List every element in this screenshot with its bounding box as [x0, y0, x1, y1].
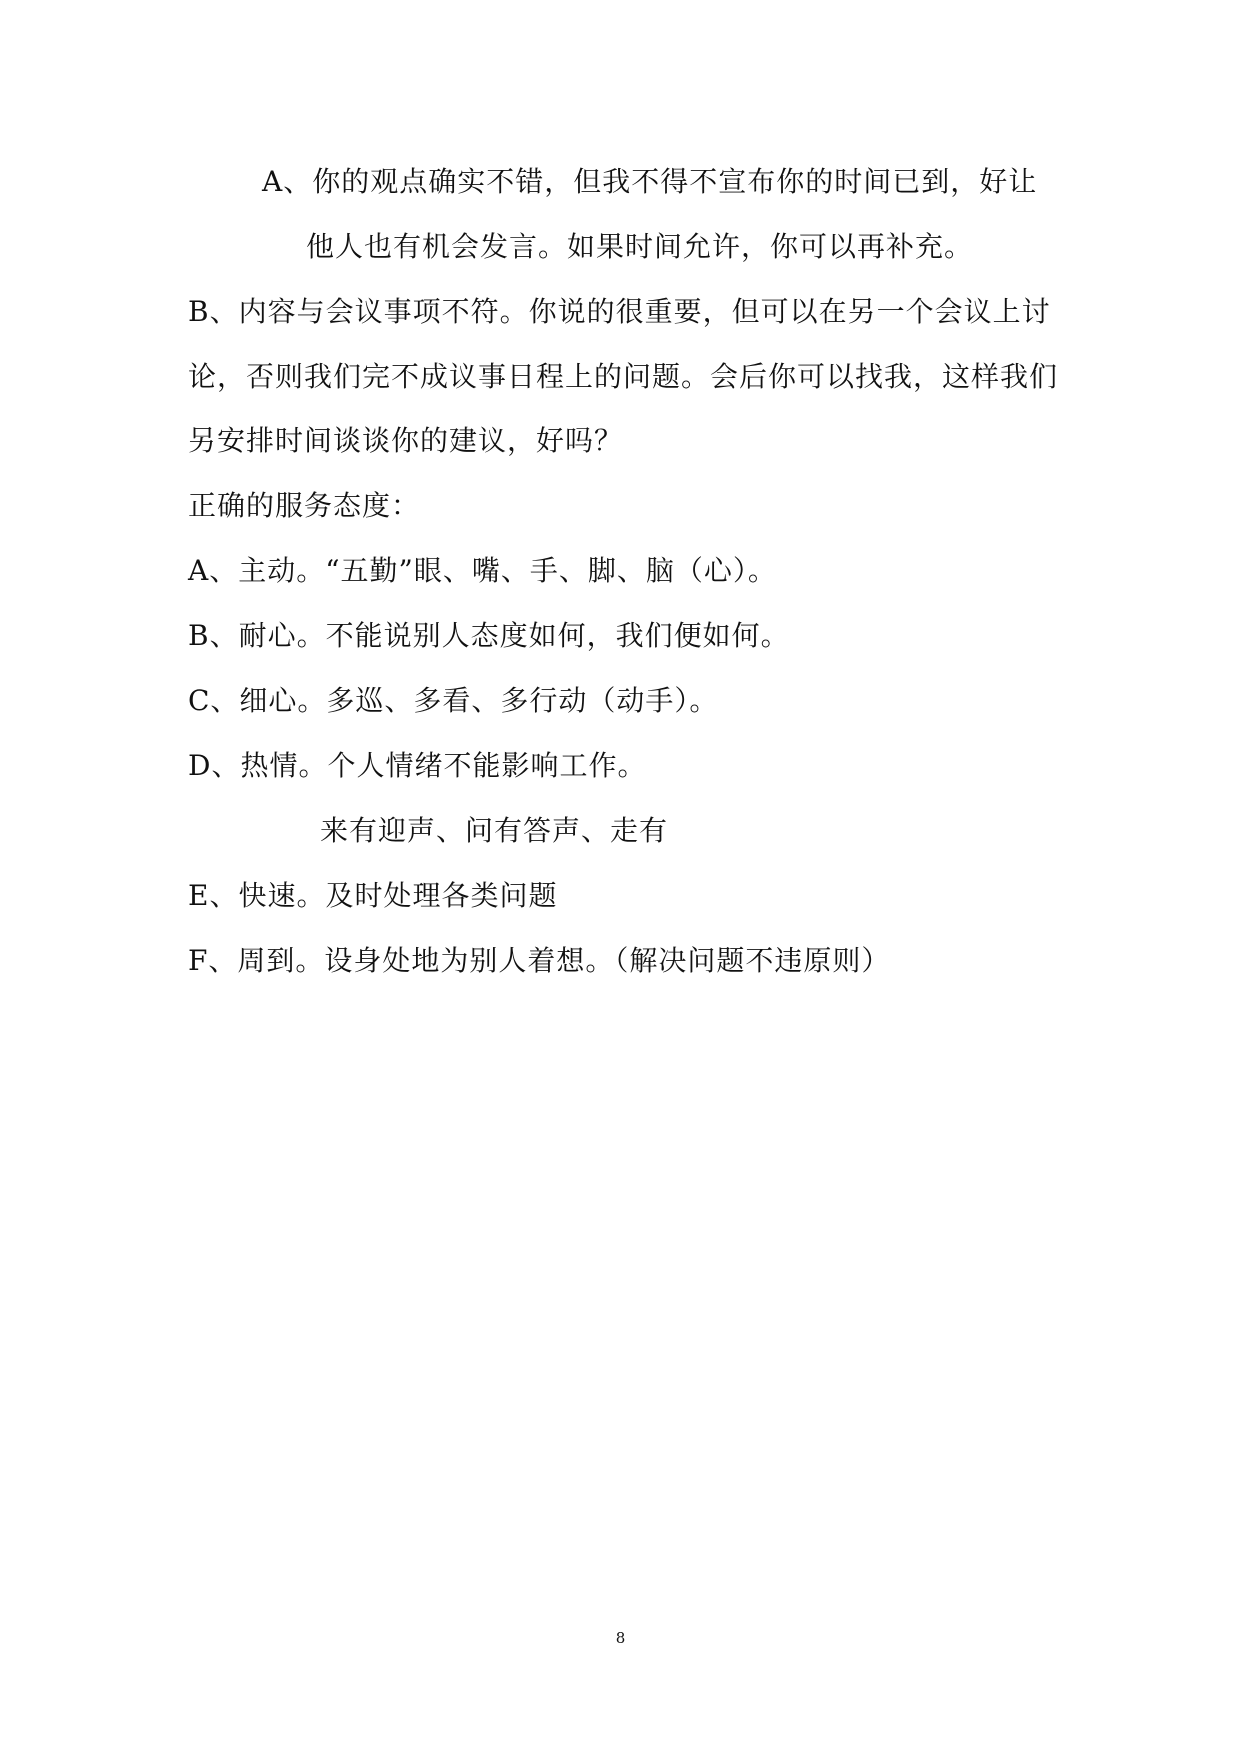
- list-item-b: B、耐心。不能说别人态度如何，我们便如何。: [188, 619, 790, 652]
- list-item-e: E、快速。及时处理各类问题: [188, 879, 558, 912]
- page-number: 8: [615, 1629, 626, 1647]
- paragraph-line-b-wrap-1: 论，否则我们完不成议事日程上的问题。会后你可以找我，这样我们: [188, 360, 1059, 393]
- list-item-d-note: 来有迎声、问有答声、走有: [320, 814, 669, 847]
- paragraph-line-b: B、内容与会议事项不符。你说的很重要，但可以在另一个会议上讨: [188, 295, 1051, 328]
- list-item-d: D、热情。个人情绪不能影响工作。: [188, 749, 647, 782]
- paragraph-line-a-continued: A、你的观点确实不错，但我不得不宣布你的时间已到，好让: [262, 165, 1038, 198]
- paragraph-line-a-wrap: 他人也有机会发言。如果时间允许，你可以再补充。: [306, 230, 974, 263]
- list-item-c: C、细心。多巡、多看、多行动（动手）。: [188, 684, 719, 717]
- section-heading: 正确的服务态度：: [188, 489, 421, 522]
- paragraph-line-b-wrap-2: 另安排时间谈谈你的建议，好吗？: [188, 424, 624, 457]
- list-item-a: A、主动。“五勤”眼、嘴、手、脚、脑（心）。: [188, 554, 777, 587]
- list-item-f: F、周到。设身处地为别人着想。（解决问题不违原则）: [188, 944, 891, 977]
